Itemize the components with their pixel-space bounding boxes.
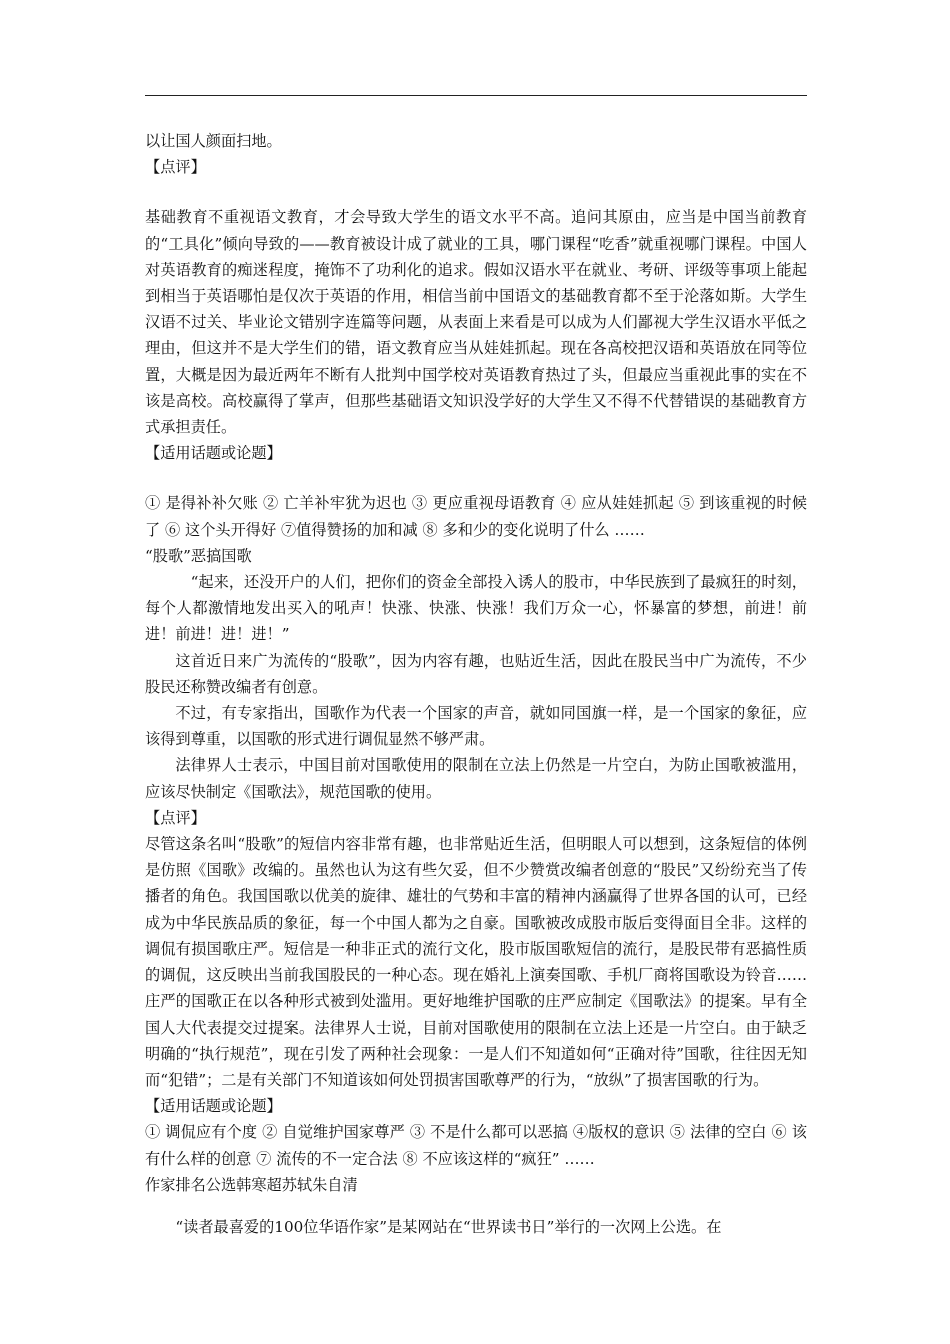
section-heading-comment: 【点评】: [145, 808, 206, 827]
paragraph-continuation: 以让国人颜面扫地。: [145, 132, 282, 150]
quote-paragraph: “起来，还没开户的人们，把你们的资金全部投入诱人的股市，中华民族到了最疯狂的时刻，每个人都激情地发出买入的吼声！快涨、快涨、快涨！我们万众一心，怀暴富的梦想，前进！前进！前进！进！进！”: [145, 573, 807, 644]
section-heading-comment: 【点评】: [145, 158, 206, 177]
header-rule: [145, 95, 807, 96]
comment-paragraph: 尽管这条名叫“股歌”的短信内容非常有趣，也非常贴近生活，但明眼人可以想到，这条短信的体例是仿照《国歌》改编的。虽然也认为这有些欠妥，但不少赞赏改编者创意的“股民”又纷纷充当了传播者的角色。我国国歌以优美的旋律、雄壮的气势和丰富的精神内涵赢得了世界各国的认可，已经成为中华民族品质的象征，每一个中国人都为之自豪。国歌被改成股市版后变得面目全非。这样的调侃有损国歌庄严。短信是一种非正式的流行文化，股市版国歌短信的流行，是股民带有恶搞性质的调侃，这反映出当前我国股民的一种心态。现在婚礼上演奏国歌、手机厂商将国歌设为铃音……庄严的国歌正在以各种形式被到处滥用。更好地维护国歌的庄严应制定《国歌法》的提案。早有全国人大代表提交过提案。法律界人士说，目前对国歌使用的限制在立法上还是一片空白。由于缺乏明确的“执行规范”，现在引发了两种社会现象：一是人们不知道如何“正确对待”国歌，往往因无知而“犯错”；二是有关部门不知道该如何处罚损害国歌尊严的行为，“放纵”了损害国歌的行为。: [145, 835, 807, 1089]
section-heading-topics: 【适用话题或论题】: [145, 444, 282, 463]
topics-list: ① 是得补补欠账 ② 亡羊补牢犹为迟也 ③ 更应重视母语教育 ④ 应从娃娃抓起 ⑤ 到该重视的时候了 ⑥ 这个头开得好 ⑦值得赞扬的加和减 ⑧ 多和少的变化说明了什么 ……: [145, 494, 807, 539]
body-paragraph: 不过，有专家指出，国歌作为代表一个国家的声音，就如同国旗一样，是一个国家的象征，应该得到尊重，以国歌的形式进行调侃显然不够严肃。: [145, 704, 807, 749]
document-body: [145, 128, 807, 1240]
article-title: 作家排名公选韩寒超苏轼朱自清: [145, 1175, 358, 1194]
body-paragraph: 这首近日来广为流传的“股歌”，因为内容有趣，也贴近生活，因此在股民当中广为流传，不少股民还称赞改编者有创意。: [145, 651, 807, 696]
topics-list: ① 调侃应有个度 ② 自觉维护国家尊严 ③ 不是什么都可以恶搞 ④版权的意识 ⑤ 法律的空白 ⑥ 该有什么样的创意 ⑦ 流传的不一定合法 ⑧ 不应该这样的“疯狂” ……: [145, 1123, 807, 1168]
comment-paragraph: 基础教育不重视语文教育，才会导致大学生的语文水平不高。追问其原由，应当是中国当前教育的“工具化”倾向导致的——教育被设计成了就业的工具，哪门课程“吃香”就重视哪门课程。中国人对英语教育的痴迷程度，掩饰不了功利化的追求。假如汉语水平在就业、考研、评级等事项上能起到相当于英语哪怕是仅次于英语的作用，相信当前中国语文的基础教育都不至于沦落如斯。大学生汉语不过关、毕业论文错别字连篇等问题，从表面上来看是可以成为人们鄙视大学生汉语水平低之理由，但这并不是大学生们的错，语文教育应当从娃娃抓起。现在各高校把汉语和英语放在同等位置，大概是因为最近两年不断有人批判中国学校对英语教育热过了头，但最应当重视此事的实在不该是高校。高校赢得了掌声，但那些基础语文知识没学好的大学生又不得不代替错误的基础教育方式承担责任。: [145, 208, 807, 437]
article-title: “股歌”恶搞国歌: [145, 546, 252, 565]
body-paragraph: “读者最喜爱的100位华语作家”是某网站在“世界读书日”举行的一次网上公选。在: [175, 1217, 722, 1236]
section-heading-topics: 【适用话题或论题】: [145, 1097, 282, 1116]
body-paragraph: 法律界人士表示，中国目前对国歌使用的限制在立法上仍然是一片空白，为防止国歌被滥用，应该尽快制定《国歌法》，规范国歌的使用。: [145, 756, 807, 801]
